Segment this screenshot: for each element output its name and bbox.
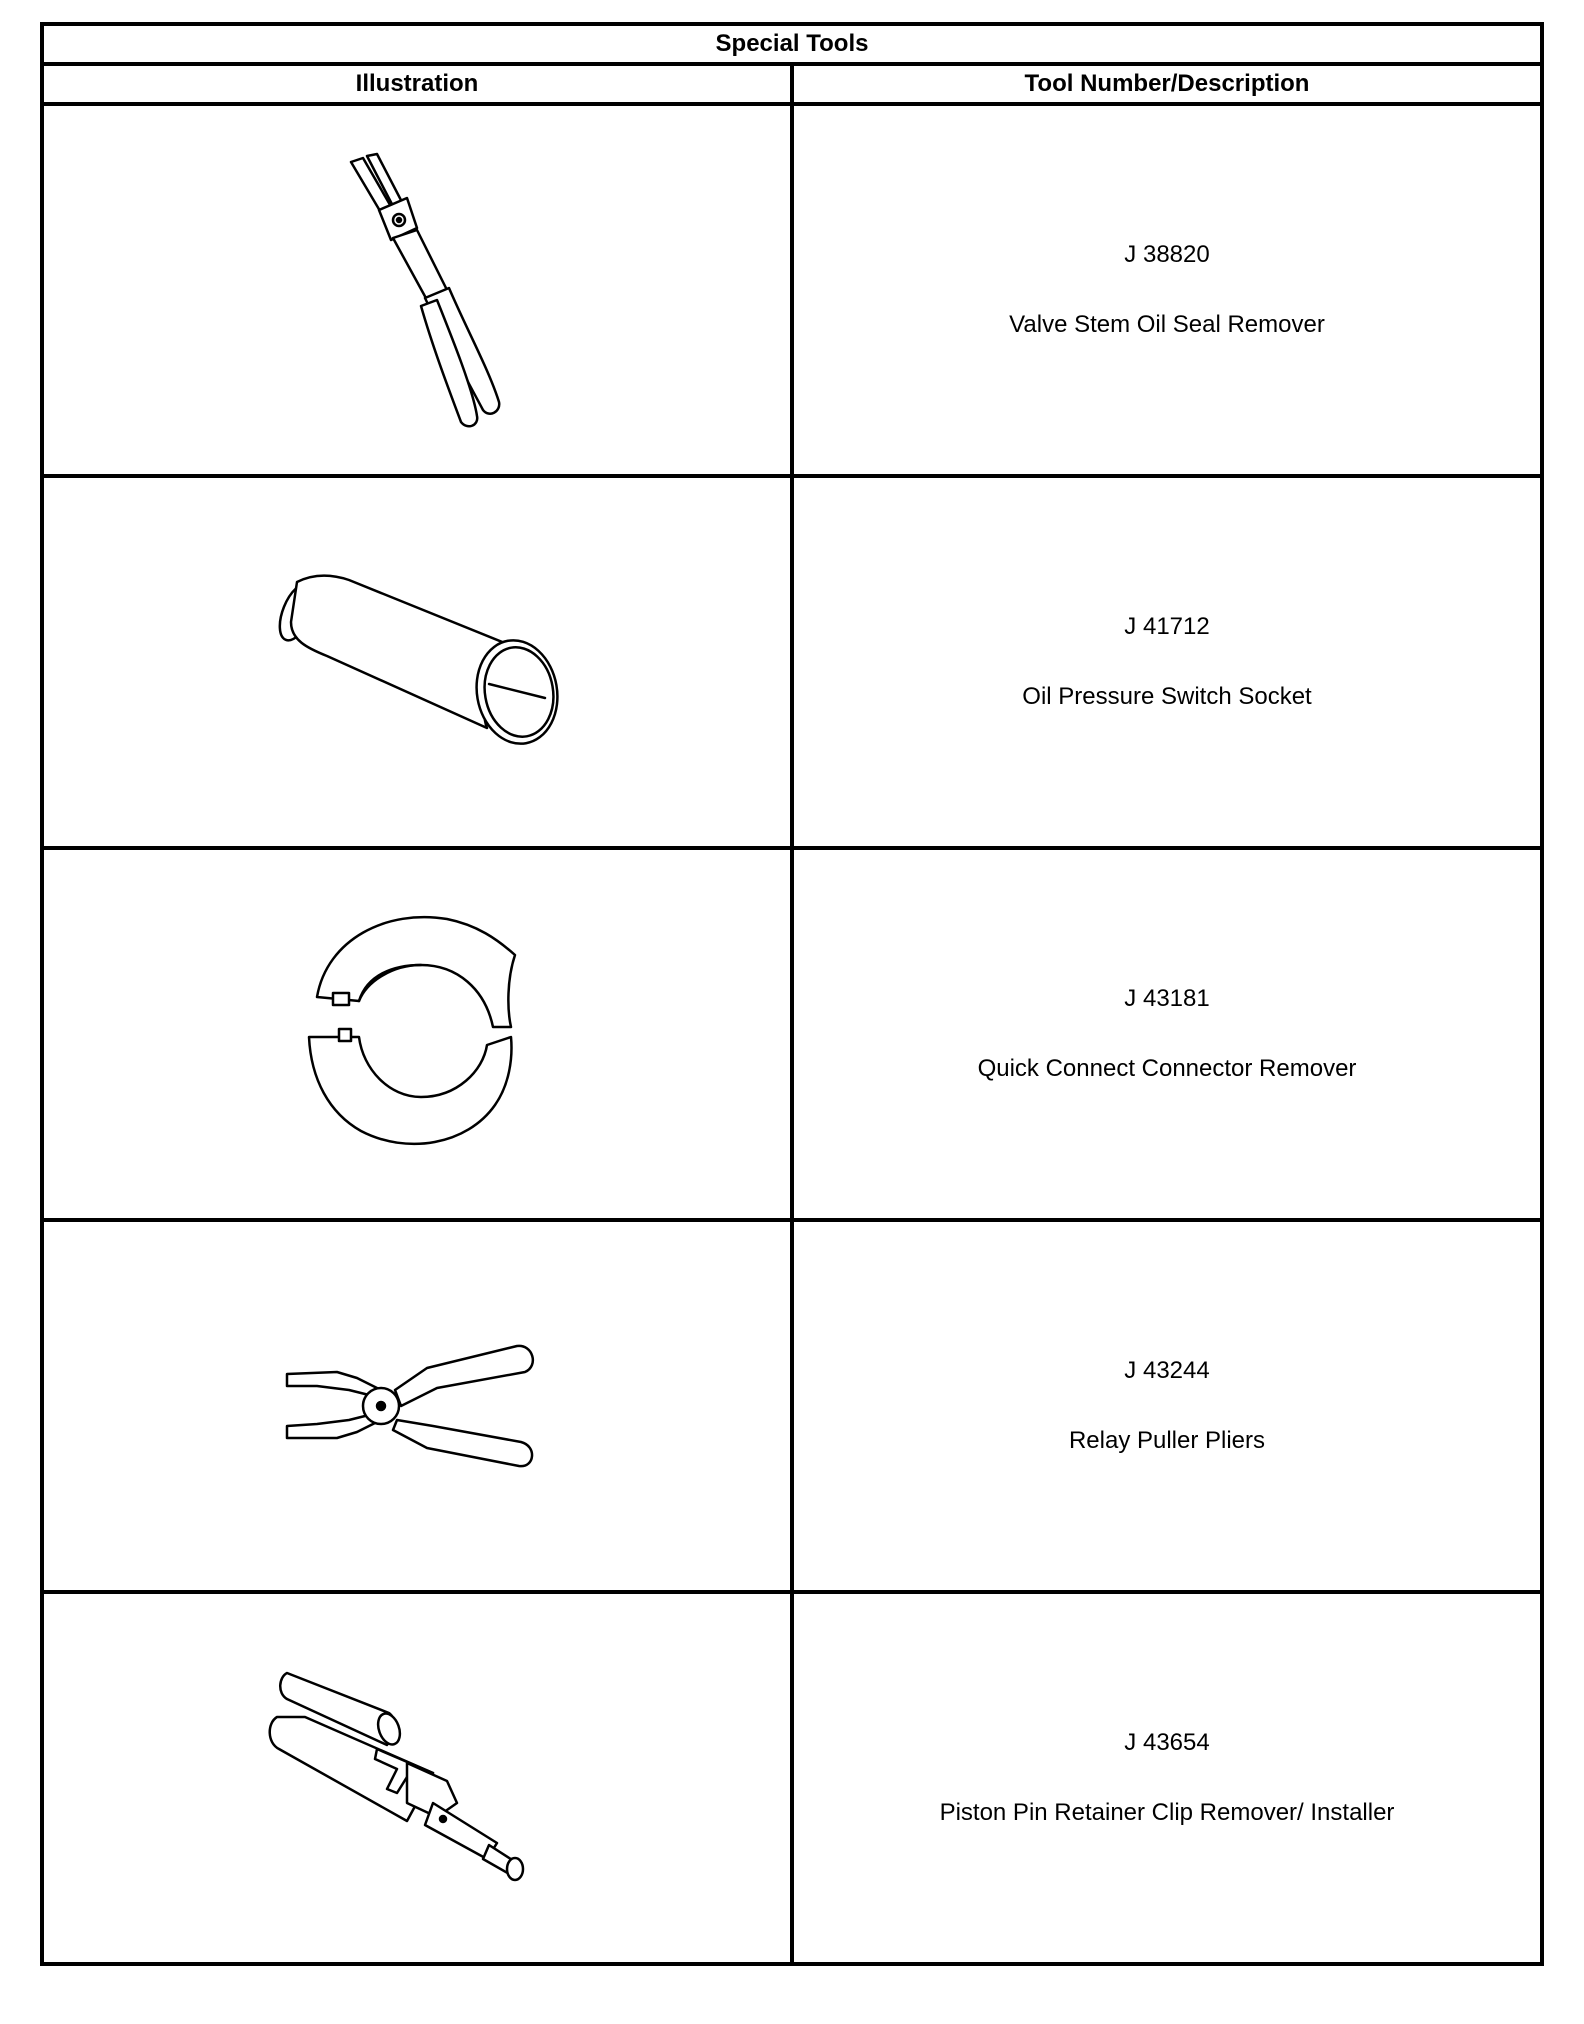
description-cell	[792, 1592, 1542, 1964]
description-cell	[792, 104, 1542, 476]
header-illustration: Illustration	[42, 64, 792, 104]
tool-description: Piston Pin Retainer Clip Remover/ Installer	[939, 1799, 1395, 1826]
tool-number: J 43244	[1124, 1357, 1210, 1384]
description-cell	[792, 1220, 1542, 1592]
description-cell	[792, 848, 1542, 1220]
relay-puller-pliers-icon	[277, 1336, 557, 1476]
special-tools-table	[40, 22, 1544, 1966]
tool-description: Oil Pressure Switch Socket	[1022, 683, 1312, 710]
table-row	[42, 476, 1542, 848]
seal-remover-pliers-icon	[267, 140, 567, 440]
illustration-cell	[42, 476, 792, 848]
table-row	[42, 104, 1542, 476]
description-cell	[792, 476, 1542, 848]
table-row	[42, 848, 1542, 1220]
illustration-cell	[42, 848, 792, 1220]
tool-description: Relay Puller Pliers	[1068, 1427, 1266, 1454]
tool-number: J 38820	[1124, 241, 1210, 268]
clip-installer-icon	[257, 1653, 577, 1903]
tool-description: Valve Stem Oil Seal Remover	[1009, 311, 1325, 338]
table-title: Special Tools	[42, 24, 1542, 64]
illustration-cell	[42, 104, 792, 476]
illustration-cell	[42, 1592, 792, 1964]
illustration-cell	[42, 1220, 792, 1592]
tool-number: J 43654	[1124, 1729, 1210, 1756]
table-row	[42, 1592, 1542, 1964]
connector-remover-icon	[297, 909, 537, 1159]
tool-number: J 41712	[1124, 613, 1210, 640]
tool-number: J 43181	[1124, 985, 1210, 1012]
header-tool-description: Tool Number/Description	[792, 64, 1542, 104]
socket-icon	[257, 552, 577, 772]
tool-description: Quick Connect Connector Remover	[977, 1055, 1357, 1082]
table-row	[42, 1220, 1542, 1592]
